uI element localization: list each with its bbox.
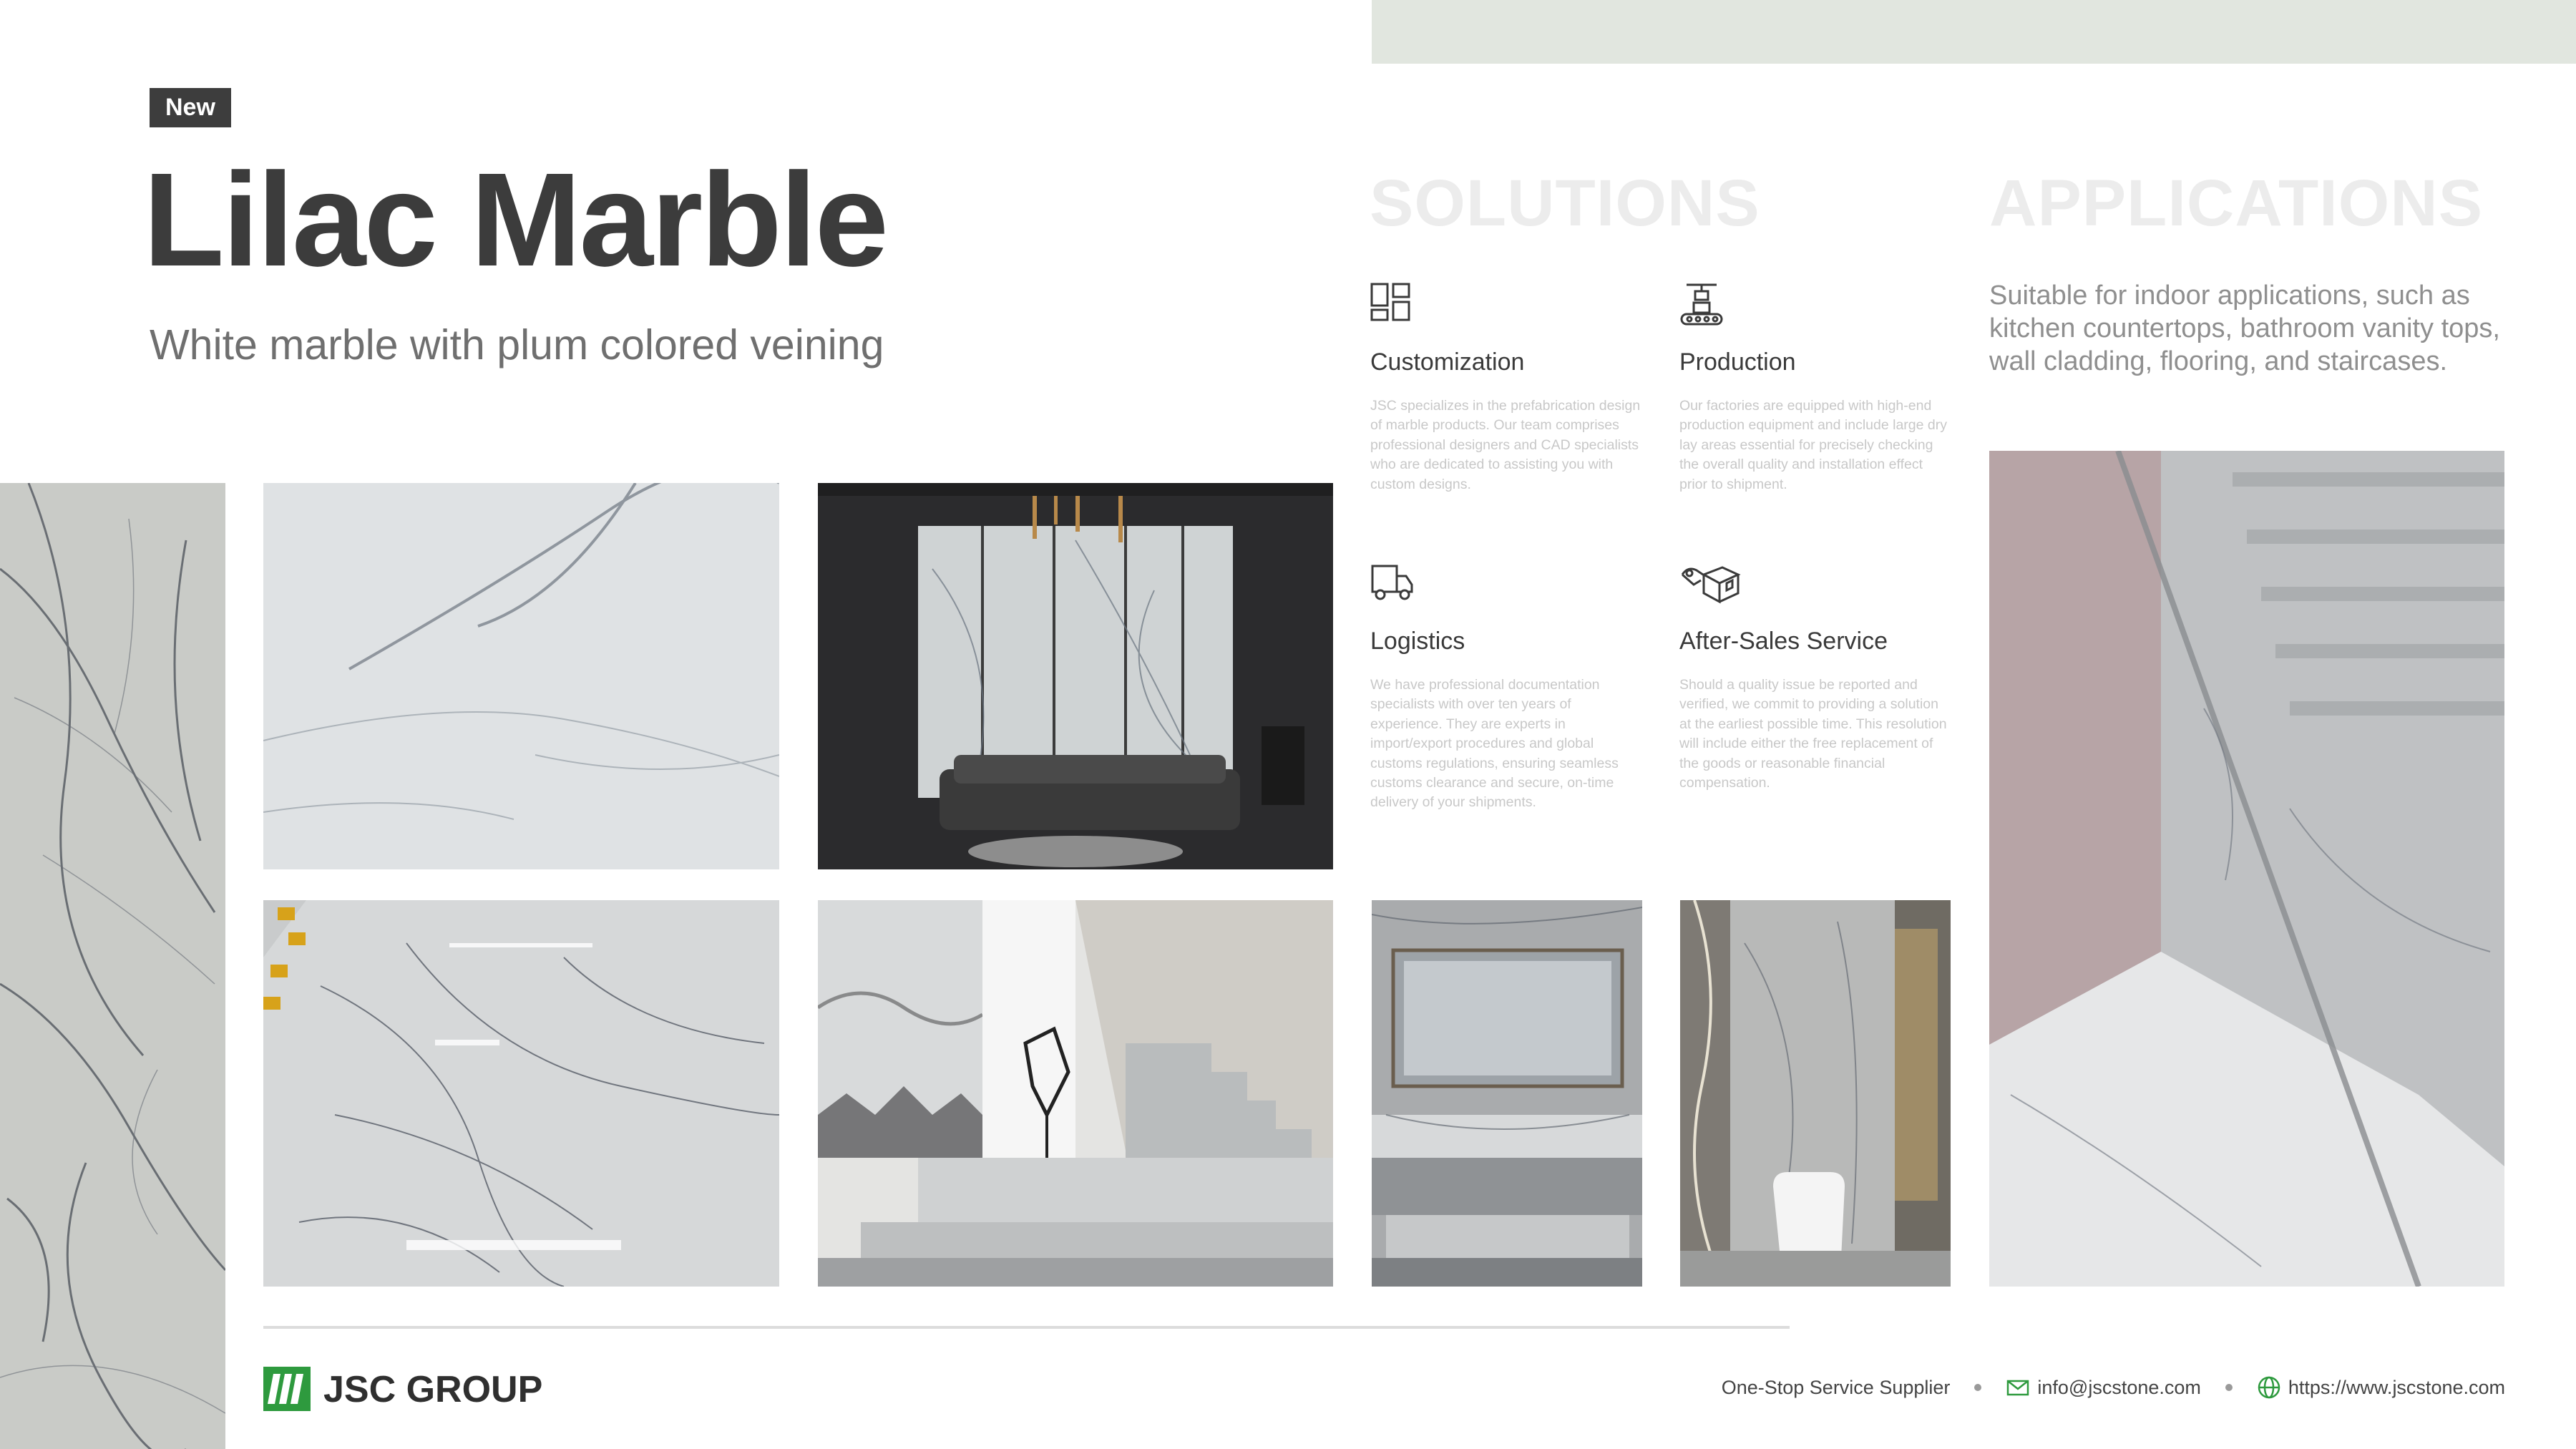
separator-dot <box>1974 1384 1981 1391</box>
staircase-application-photo <box>1989 451 2504 1287</box>
mail-icon <box>2006 1375 2030 1400</box>
factory-slab-photo <box>263 900 779 1287</box>
solution-logistics <box>1370 562 1642 813</box>
solution-description: JSC specializes in the prefabrication design of marble products. Our team comprises professional designers and CAD specialists who are dedicated to assisting you with custom designs. <box>1370 398 1641 492</box>
solution-title: Customization <box>1370 348 1525 376</box>
solution-title: Production <box>1679 348 1796 376</box>
solution-title: Logistics <box>1370 628 1465 655</box>
company-logo-text: JSC GROUP <box>323 1369 543 1410</box>
jsc-logo-icon <box>263 1367 311 1411</box>
marble-texture-strip <box>0 483 225 1449</box>
footer-tagline: One-Stop Service Supplier <box>1721 1376 1951 1398</box>
globe-icon <box>2257 1375 2281 1400</box>
applications-description: Suitable for indoor applications, such as kitchen countertops, bathroom vanity tops, wall cladding, flooring, and staircases. <box>1989 280 2500 376</box>
bathroom-toilet-photo <box>1680 900 1951 1287</box>
page-title: Lilac Marble <box>143 146 887 294</box>
living-room-photo <box>818 483 1333 869</box>
solution-after-sales <box>1679 562 1951 793</box>
solution-description: Should a quality issue be reported and verified, we commit to providing a solution at the earliest possible time. This resolution will include either the free replacement of the goods or reasonable financial compensation. <box>1679 677 1947 791</box>
solutions-heading: SOLUTIONS <box>1370 167 1760 240</box>
solution-production <box>1679 283 1951 494</box>
grid-layout-icon <box>1370 283 1415 327</box>
footer-contact <box>1722 1375 2505 1400</box>
footer-divider <box>263 1326 1790 1329</box>
conveyor-machine-icon <box>1679 283 1724 327</box>
applications-heading: APPLICATIONS <box>1989 167 2484 240</box>
solution-description: Our factories are equipped with high-end production equipment and include large dry lay areas essential for precisely checking the overall quality and installation effect prior to shipment. <box>1679 398 1947 492</box>
page-subtitle: White marble with plum colored veining <box>150 321 884 369</box>
bathroom-vanity-photo <box>1372 900 1642 1287</box>
solution-customization <box>1370 283 1642 494</box>
top-accent-band <box>1372 0 2576 64</box>
staircase-interior-photo <box>818 900 1333 1287</box>
delivery-truck-icon <box>1370 562 1415 606</box>
footer-website-link[interactable]: https://www.jscstone.com <box>2288 1376 2505 1398</box>
separator-dot <box>2225 1384 2233 1391</box>
handshake-package-icon <box>1679 562 1741 606</box>
solution-title: After-Sales Service <box>1679 628 1888 655</box>
marble-slab-photo <box>263 483 779 869</box>
footer-email-link[interactable]: info@jscstone.com <box>2037 1376 2201 1398</box>
new-badge: New <box>150 88 231 127</box>
solution-description: We have professional documentation specialists with over ten years of experience. They are experts in import/export procedures and global customs regulations, ensuring seamless customs clearance and secure, on-time delivery of your shipments. <box>1370 677 1619 811</box>
